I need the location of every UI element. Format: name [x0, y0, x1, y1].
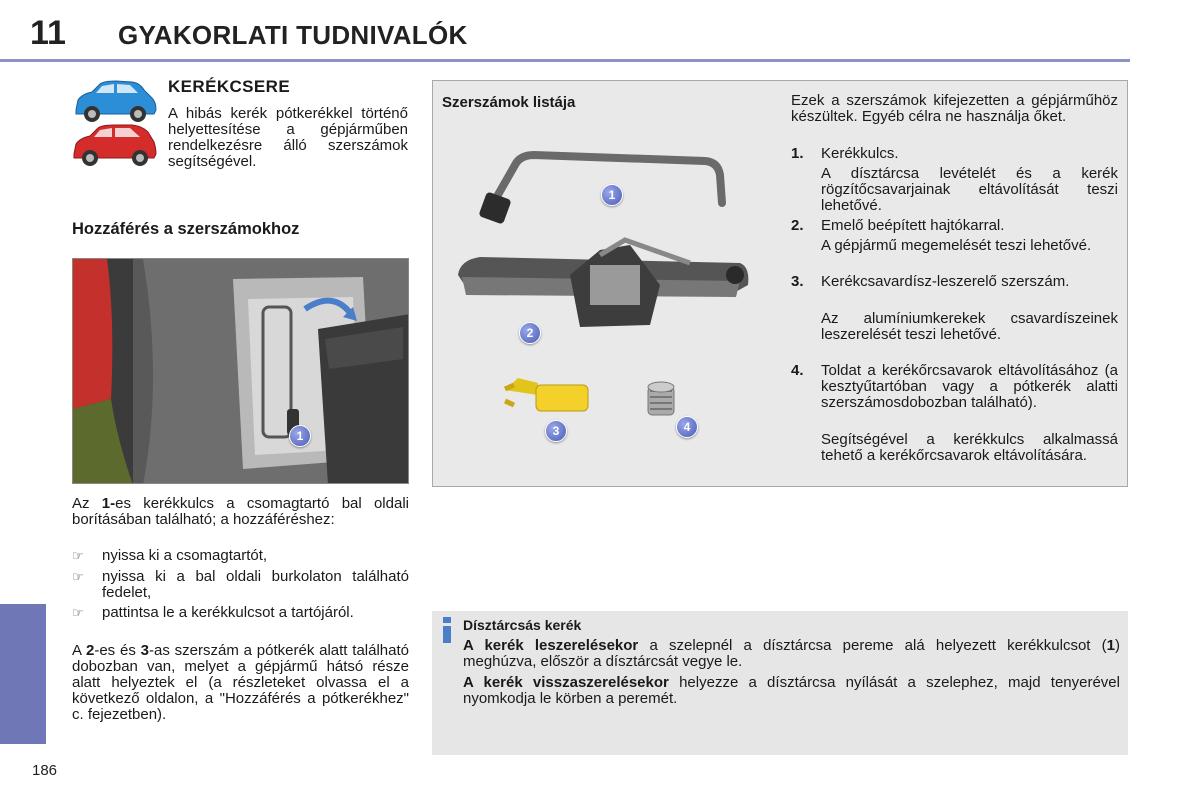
- blue-car-icon: [70, 80, 158, 124]
- tool-item-4-desc: Segítségével a kerékkulcs alkalmassá tehető a kerékőrcsavarok eltávolítására.: [821, 431, 1118, 464]
- info-paragraph-1: A kerék leszerelésekor a szelepnél a dísztárcsa pereme alá helyezett kerékkulcsot (1) meghúzva, először a dísztárcsát vegye le.: [463, 637, 1121, 670]
- tool-item-3: 3. Kerékcsavardísz-leszerelő szerszám.: [791, 273, 1070, 290]
- tool-item-4: 4. Toldat a kerékőrcsavarok eltávolításához (a kesztyűtartóban vagy a pótkerék alatti szerszámosdobozban található).: [791, 362, 1118, 411]
- tool-badge-3: 3: [545, 420, 567, 442]
- section-title: KERÉKCSERE: [168, 77, 291, 96]
- access-title: Hozzáférés a szerszámokhoz: [72, 220, 300, 238]
- header-rule: [0, 59, 1130, 62]
- tool-badge-2: 2: [519, 322, 541, 344]
- trunk-photo: [72, 258, 409, 484]
- tool-item-1-desc: A dísztárcsa levételét és a kerék rögzítőcsavarjainak eltávolítását teszi lehetővé.: [821, 165, 1118, 214]
- access-bullet-3: ☞ pattintsa le a kerékkulcsot a tartójáról.: [72, 604, 354, 621]
- chapter-title: GYAKORLATI TUDNIVALÓK: [118, 20, 468, 50]
- tools-intro: Ezek a szerszámok kifejezetten a gépjárműhöz készültek. Egyéb célra ne használja őket.: [791, 92, 1118, 125]
- photo-badge-1: 1: [289, 425, 311, 447]
- tool-badge-1: 1: [601, 184, 623, 206]
- info-heading: Dísztárcsás kerék: [463, 617, 582, 633]
- info-icon: [441, 617, 453, 643]
- access-bullet-1: ☞ nyissa ki a csomagtartót,: [72, 547, 268, 564]
- access-paragraph-1: Az 1-es kerékkulcs a csomagtartó bal oldali borításában található; a hozzáféréshez:: [72, 495, 409, 528]
- tools-heading: Szerszámok listája: [442, 94, 576, 111]
- page-number: 186: [32, 762, 58, 779]
- tool-item-2: 2. Emelő beépített hajtókarral.: [791, 217, 1005, 234]
- info-paragraph-2: A kerék visszaszerelésekor helyezze a dísztárcsa nyílását a szelephez, majd tenyerével nyomkodja le körben a peremét.: [463, 674, 1120, 707]
- tool-item-3-desc: Az alumíniumkerekek csavardíszeinek leszerelését teszi lehetővé.: [821, 310, 1118, 343]
- tool-item-1: 1. Kerékkulcs.: [791, 145, 899, 162]
- access-paragraph-2: A 2-es és 3-as szerszám a pótkerék alatt található dobozban van, melyet a gépjármű hátsó része alatt helyeztek el (a részleteket olvassa el a következő oldalon, a "Hozzáférés a pótkerékhez" c. fejezetben).: [72, 642, 409, 723]
- section-intro: A hibás kerék pótkerékkel történő helyettesítése a gépjárműben rendelkezésre álló szerszámok segítségével.: [168, 105, 408, 170]
- tool-item-2-desc: A gépjármű megemelését teszi lehetővé.: [821, 237, 1092, 254]
- pointing-hand-icon: ☞: [72, 569, 84, 584]
- pointing-hand-icon: ☞: [72, 548, 84, 563]
- access-bullet-2: ☞ nyissa ki a bal oldali burkolaton található fedelet,: [72, 568, 409, 601]
- tool-badge-4: 4: [676, 416, 698, 438]
- chapter-number: 11: [30, 14, 66, 52]
- chapter-side-tab: [0, 604, 46, 744]
- pointing-hand-icon: ☞: [72, 605, 84, 620]
- red-car-icon: [70, 124, 158, 168]
